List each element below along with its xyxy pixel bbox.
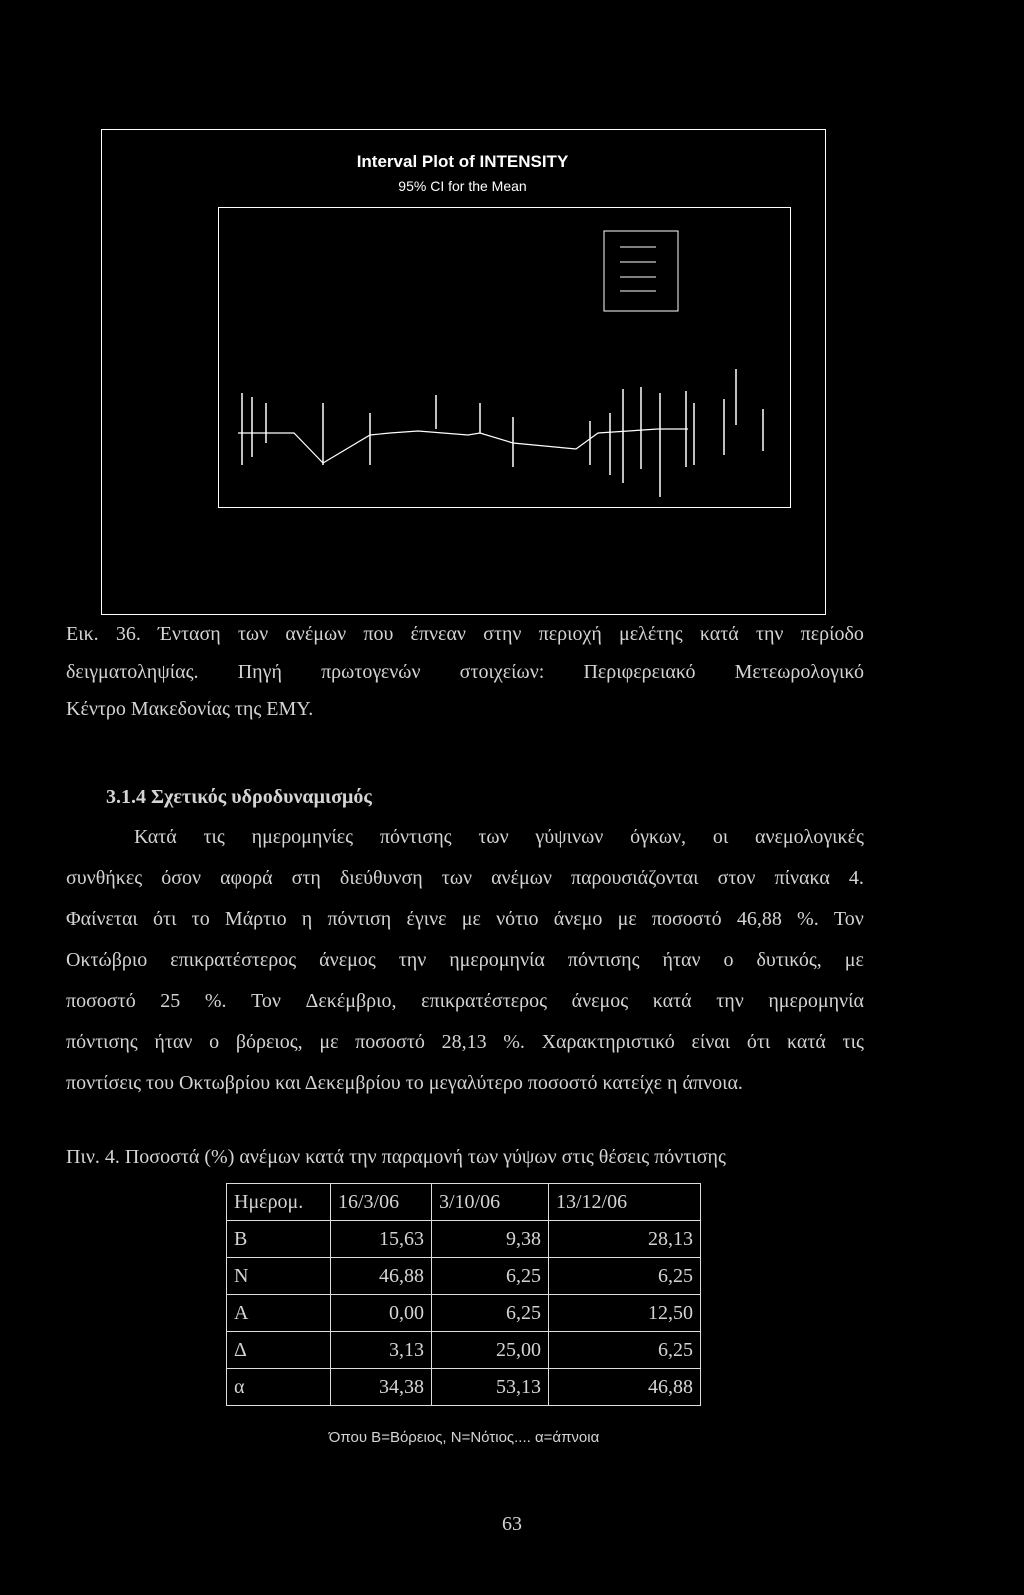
paragraph-line-7: ποντίσεις του Οκτωβρίου και Δεκεμβρίου το μεγαλύτερο ποσοστό κατείχε η άπνοια. [66, 1072, 743, 1094]
word: των [237, 623, 269, 645]
word: Μάρτιο [224, 908, 287, 930]
word: κατά [652, 990, 692, 1012]
word: 25 [160, 990, 181, 1012]
word: με [461, 908, 481, 930]
word: άνεμο [553, 908, 603, 930]
word: το [191, 908, 210, 930]
figure-caption-line-1 [66, 623, 864, 646]
word: την [716, 990, 744, 1012]
word: Τον [833, 908, 864, 930]
word: πόντισης [379, 826, 452, 848]
table-cell: 46,88 [331, 1258, 432, 1295]
word: %. [204, 990, 227, 1012]
interval-marks [242, 369, 763, 497]
word: %. [503, 1031, 525, 1053]
table-cell: 15,63 [331, 1221, 432, 1258]
page-number: 63 [502, 1513, 522, 1535]
plot-border [219, 208, 791, 508]
word: ποσοστό [651, 908, 722, 930]
figure-caption-line-2 [66, 661, 864, 684]
word: Οκτώβριο [66, 949, 148, 971]
plot-title: Interval Plot of INTENSITY [356, 152, 569, 171]
word: 46,88 [736, 908, 782, 930]
word: των [478, 826, 509, 848]
word: στη [291, 867, 321, 889]
table-cell: 6,25 [549, 1332, 701, 1369]
word: ανεμολογικές [754, 826, 864, 848]
word: ήταν [154, 1031, 193, 1053]
table-cell: 6,25 [549, 1258, 701, 1295]
word: Μετεωρολογικό [734, 661, 864, 683]
word: πόντισης [567, 949, 640, 971]
table-cell: Ν [227, 1258, 331, 1295]
table-cell: 25,00 [432, 1332, 549, 1369]
word: που [363, 623, 394, 645]
word: ανέμων [285, 623, 347, 645]
word: έγινε [406, 908, 447, 930]
table-row [227, 1369, 701, 1406]
word: ο [209, 1031, 220, 1053]
table-cell: Δ [227, 1332, 331, 1369]
plot-subtitle: 95% CI for the Mean [398, 178, 527, 194]
table-cell: 34,38 [331, 1369, 432, 1406]
word: με [844, 949, 864, 971]
word: στην [483, 623, 522, 645]
paragraph-line-2 [66, 867, 864, 890]
table-header-cell: Ημερομ. [227, 1184, 331, 1221]
word: Ένταση [158, 623, 221, 645]
table-header-row [227, 1184, 701, 1221]
word: όγκων, [630, 826, 687, 848]
table-cell: 46,88 [549, 1369, 701, 1406]
word: Περιφερειακό [583, 661, 696, 683]
table-cell: 28,13 [549, 1221, 701, 1258]
word: %. [797, 908, 819, 930]
word: ότι [153, 908, 177, 930]
word: 36. [115, 623, 141, 645]
word: 28,13 [441, 1031, 487, 1053]
word: επικρατέστερος [170, 949, 297, 971]
word: στοιχείων: [459, 661, 545, 683]
table-note: Όπου Β=Βόρειος, Ν=Νότιος.... α=άπνοια [328, 1429, 600, 1446]
word: οι [712, 826, 729, 848]
table-cell: α [227, 1369, 331, 1406]
table-header-cell: 13/12/06 [549, 1184, 701, 1221]
plot-legend [604, 231, 678, 311]
word: μελέτης [619, 623, 683, 645]
table-cell: 3,13 [331, 1332, 432, 1369]
table-cell: Α [227, 1295, 331, 1332]
table-cell: 53,13 [432, 1369, 549, 1406]
word: έπνεαν [410, 623, 466, 645]
word: η [301, 908, 313, 930]
table-cell: 12,50 [549, 1295, 701, 1332]
word: κατά [699, 623, 739, 645]
table-cell: 0,00 [331, 1295, 432, 1332]
word: την [755, 623, 784, 645]
word: αφορά [220, 867, 273, 889]
table-header-cell: 16/3/06 [331, 1184, 432, 1221]
table-row [227, 1221, 701, 1258]
word: βόρειος, [235, 1031, 303, 1053]
table-row [227, 1332, 701, 1369]
word: γύψινων [535, 826, 604, 848]
word: άνεμος [571, 990, 629, 1012]
word: συνθήκες [66, 867, 143, 889]
word: ημερομηνία [768, 990, 864, 1012]
table-cell: 6,25 [432, 1258, 549, 1295]
word: πόντισης [66, 1031, 138, 1053]
word: των [441, 867, 473, 889]
word: στον [717, 867, 756, 889]
word: όσον [161, 867, 202, 889]
word: τις [203, 826, 225, 848]
wind-percentage-table [226, 1183, 701, 1406]
word: παρουσιάζονται [570, 867, 699, 889]
word: άνεμος [319, 949, 376, 971]
table-title: Πιν. 4. Ποσοστά (%) ανέμων κατά την παραμονή των γύψων στις θέσεις πόντισης [66, 1146, 726, 1168]
table-cell: 6,25 [432, 1295, 549, 1332]
word: πρωτογενών [321, 661, 421, 683]
word: Εικ. [66, 623, 99, 645]
table-header-cell: 3/10/06 [432, 1184, 549, 1221]
word: Δεκέμβριο, [305, 990, 397, 1012]
word: ημερομηνία [449, 949, 545, 971]
table-row [227, 1258, 701, 1295]
paragraph-line-3 [66, 908, 864, 931]
paragraph-line-6 [66, 1031, 864, 1054]
word: με [319, 1031, 339, 1053]
word: πόντιση [327, 908, 392, 930]
word: περίοδο [800, 623, 864, 645]
word: Κατά [134, 826, 177, 848]
word: διεύθυνση [339, 867, 423, 889]
paragraph-line-4 [66, 949, 864, 972]
word: με [617, 908, 637, 930]
figure-caption-line-3: Κέντρο Μακεδονίας της ΕΜΥ. [66, 698, 314, 720]
interval-plot [218, 207, 791, 522]
word: τις [842, 1031, 864, 1053]
section-heading: 3.1.4 Σχετικός υδροδυναμισμός [106, 786, 372, 808]
word: πίνακα [774, 867, 830, 889]
word: Φαίνεται [66, 908, 138, 930]
word: ποσοστό [355, 1031, 425, 1053]
table-row [227, 1295, 701, 1332]
word: δυτικός, [756, 949, 822, 971]
word: είναι [691, 1031, 731, 1053]
word: ανέμων [491, 867, 552, 889]
paragraph-line-5 [66, 990, 864, 1013]
word: επικρατέστερος [421, 990, 548, 1012]
table-cell: 9,38 [432, 1221, 549, 1258]
word: ποσοστό [66, 990, 136, 1012]
word: ότι [746, 1031, 771, 1053]
word: δειγματοληψίας. [66, 661, 199, 683]
word: περιοχή [538, 623, 602, 645]
paragraph-line-1 [134, 826, 864, 849]
word: νότιο [496, 908, 539, 930]
word: 4. [848, 867, 864, 889]
table-cell: Β [227, 1221, 331, 1258]
word: Χαρακτηριστικό [541, 1031, 675, 1053]
word: ο [723, 949, 734, 971]
word: Πηγή [237, 661, 282, 683]
word: ημερομηνίες [251, 826, 354, 848]
word: την [398, 949, 427, 971]
word: Τον [251, 990, 281, 1012]
mean-connect-line [238, 429, 688, 463]
word: ήταν [662, 949, 701, 971]
word: κατά [786, 1031, 826, 1053]
